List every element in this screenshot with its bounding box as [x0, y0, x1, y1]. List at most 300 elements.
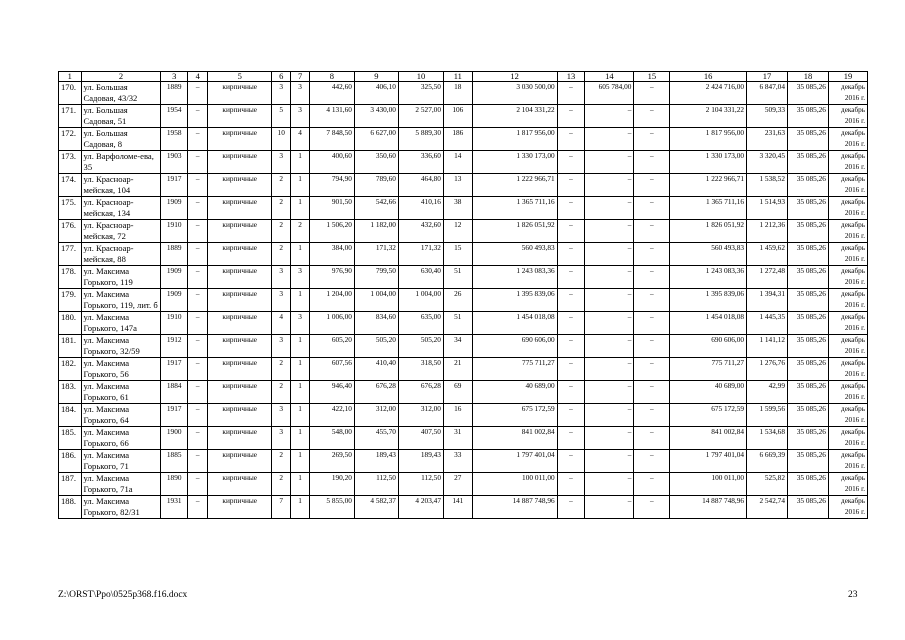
cost-cell: 3 030 500,00	[472, 82, 557, 105]
area-cell: 336,60	[398, 151, 443, 174]
col16-cell: 1 826 051,92	[670, 220, 747, 243]
date-cell: декабрь 2016 г.	[828, 174, 867, 197]
col15-cell: –	[634, 220, 670, 243]
col14-cell: –	[585, 289, 634, 312]
date-cell: декабрь 2016 г.	[828, 105, 867, 128]
material-cell: кирпичные	[208, 151, 271, 174]
col-header: 17	[747, 72, 788, 82]
col13-cell: –	[557, 312, 585, 335]
residents-cell: 51	[443, 312, 472, 335]
date-cell: декабрь 2016 г.	[828, 404, 867, 427]
page-number: 23	[848, 590, 858, 600]
floors-cell: 3	[271, 266, 290, 289]
col14-cell: –	[585, 496, 634, 519]
col17-cell: 2 542,74	[747, 496, 788, 519]
col4-cell: –	[188, 151, 208, 174]
col17-cell: 1 272,48	[747, 266, 788, 289]
col14-cell: –	[585, 151, 634, 174]
address-cell: ул. Красноар-мейская, 72	[81, 220, 161, 243]
entrances-cell: 1	[291, 151, 309, 174]
col15-cell: –	[634, 243, 670, 266]
residents-cell: 69	[443, 381, 472, 404]
col17-cell: 525,82	[747, 473, 788, 496]
col13-cell: –	[557, 266, 585, 289]
address-cell: ул. Максима Горького, 82/31	[81, 496, 161, 519]
material-cell: кирпичные	[208, 174, 271, 197]
total-area-cell: 1 506,20	[309, 220, 354, 243]
entrances-cell: 1	[291, 404, 309, 427]
total-area-cell: 422,10	[309, 404, 354, 427]
address-cell: ул. Максима Горького, 66	[81, 427, 161, 450]
address-cell: ул. Красноар-мейская, 104	[81, 174, 161, 197]
col16-cell: 841 002,84	[670, 427, 747, 450]
col18-cell: 35 085,26	[787, 381, 828, 404]
cost-cell: 1 454 018,08	[472, 312, 557, 335]
floors-cell: 2	[271, 197, 290, 220]
entrances-cell: 3	[291, 312, 309, 335]
col-header: 4	[188, 72, 208, 82]
material-cell: кирпичные	[208, 404, 271, 427]
date-cell: декабрь 2016 г.	[828, 358, 867, 381]
material-cell: кирпичные	[208, 496, 271, 519]
col13-cell: –	[557, 197, 585, 220]
date-cell: декабрь 2016 г.	[828, 220, 867, 243]
row-number: 186.	[59, 450, 82, 473]
entrances-cell: 4	[291, 128, 309, 151]
material-cell: кирпичные	[208, 197, 271, 220]
col4-cell: –	[188, 450, 208, 473]
col-header: 11	[443, 72, 472, 82]
material-cell: кирпичные	[208, 243, 271, 266]
living-area-cell: 789,60	[354, 174, 398, 197]
year-cell: 1958	[161, 128, 188, 151]
col18-cell: 35 085,26	[787, 266, 828, 289]
col13-cell: –	[557, 496, 585, 519]
col16-cell: 1 222 966,71	[670, 174, 747, 197]
row-number: 176.	[59, 220, 82, 243]
row-number: 170.	[59, 82, 82, 105]
col17-cell: 1 599,56	[747, 404, 788, 427]
cost-cell: 1 817 956,00	[472, 128, 557, 151]
living-area-cell: 112,50	[354, 473, 398, 496]
living-area-cell: 350,60	[354, 151, 398, 174]
table-row	[59, 496, 868, 519]
housing-registry-table	[58, 71, 868, 519]
col14-cell: –	[585, 473, 634, 496]
year-cell: 1912	[161, 335, 188, 358]
row-number: 184.	[59, 404, 82, 427]
material-cell: кирпичные	[208, 266, 271, 289]
date-cell: декабрь 2016 г.	[828, 128, 867, 151]
floors-cell: 2	[271, 450, 290, 473]
col4-cell: –	[188, 289, 208, 312]
floors-cell: 3	[271, 404, 290, 427]
residents-cell: 14	[443, 151, 472, 174]
total-area-cell: 269,50	[309, 450, 354, 473]
residents-cell: 15	[443, 243, 472, 266]
table-row	[59, 289, 868, 312]
col-header: 6	[271, 72, 290, 82]
address-cell: ул. Максима Горького, 71а	[81, 473, 161, 496]
year-cell: 1910	[161, 312, 188, 335]
address-cell: ул. Варфоломе-ева, 35	[81, 151, 161, 174]
area-cell: 112,50	[398, 473, 443, 496]
year-cell: 1917	[161, 174, 188, 197]
entrances-cell: 1	[291, 335, 309, 358]
col13-cell: –	[557, 473, 585, 496]
living-area-cell: 799,50	[354, 266, 398, 289]
table-row	[59, 105, 868, 128]
document-file-path: Z:\ORST\Ppo\0525p368.f16.docx	[58, 590, 188, 600]
col14-cell: –	[585, 128, 634, 151]
date-cell: декабрь 2016 г.	[828, 151, 867, 174]
year-cell: 1890	[161, 473, 188, 496]
address-cell: ул. Максима Горького, 64	[81, 404, 161, 427]
col-header: 8	[309, 72, 354, 82]
total-area-cell: 190,20	[309, 473, 354, 496]
living-area-cell: 189,43	[354, 450, 398, 473]
cost-cell: 675 172,59	[472, 404, 557, 427]
col14-cell: –	[585, 358, 634, 381]
material-cell: кирпичные	[208, 289, 271, 312]
address-cell: ул. Большая Садовая, 43/32	[81, 82, 161, 105]
col-header: 12	[472, 72, 557, 82]
material-cell: кирпичные	[208, 427, 271, 450]
address-cell: ул. Максима Горького, 32/59	[81, 335, 161, 358]
total-area-cell: 400,60	[309, 151, 354, 174]
col17-cell: 1 459,62	[747, 243, 788, 266]
address-cell: ул. Максима Горького, 147а	[81, 312, 161, 335]
col4-cell: –	[188, 312, 208, 335]
living-area-cell: 406,10	[354, 82, 398, 105]
row-number: 188.	[59, 496, 82, 519]
area-cell: 318,50	[398, 358, 443, 381]
col15-cell: –	[634, 105, 670, 128]
date-cell: декабрь 2016 г.	[828, 243, 867, 266]
living-area-cell: 676,28	[354, 381, 398, 404]
col16-cell: 1 395 839,06	[670, 289, 747, 312]
col15-cell: –	[634, 427, 670, 450]
col18-cell: 35 085,26	[787, 128, 828, 151]
floors-cell: 3	[271, 82, 290, 105]
col14-cell: –	[585, 266, 634, 289]
col16-cell: 2 424 716,00	[670, 82, 747, 105]
cost-cell: 2 104 331,22	[472, 105, 557, 128]
col-header: 10	[398, 72, 443, 82]
entrances-cell: 3	[291, 266, 309, 289]
col13-cell: –	[557, 358, 585, 381]
table-row	[59, 243, 868, 266]
col16-cell: 560 493,83	[670, 243, 747, 266]
table-row	[59, 82, 868, 105]
col13-cell: –	[557, 82, 585, 105]
floors-cell: 2	[271, 174, 290, 197]
date-cell: декабрь 2016 г.	[828, 381, 867, 404]
col17-cell: 6 847,04	[747, 82, 788, 105]
area-cell: 410,16	[398, 197, 443, 220]
year-cell: 1917	[161, 358, 188, 381]
col4-cell: –	[188, 82, 208, 105]
col15-cell: –	[634, 151, 670, 174]
address-cell: ул. Максима Горького, 56	[81, 358, 161, 381]
col17-cell: 1 538,52	[747, 174, 788, 197]
total-area-cell: 1 204,00	[309, 289, 354, 312]
material-cell: кирпичные	[208, 220, 271, 243]
residents-cell: 38	[443, 197, 472, 220]
floors-cell: 2	[271, 243, 290, 266]
table-row	[59, 128, 868, 151]
col18-cell: 35 085,26	[787, 197, 828, 220]
col15-cell: –	[634, 358, 670, 381]
col17-cell: 3 320,45	[747, 151, 788, 174]
col13-cell: –	[557, 243, 585, 266]
col16-cell: 775 711,27	[670, 358, 747, 381]
floors-cell: 4	[271, 312, 290, 335]
residents-cell: 106	[443, 105, 472, 128]
row-number: 173.	[59, 151, 82, 174]
table-row	[59, 404, 868, 427]
col13-cell: –	[557, 174, 585, 197]
material-cell: кирпичные	[208, 335, 271, 358]
col17-cell: 1 534,68	[747, 427, 788, 450]
year-cell: 1900	[161, 427, 188, 450]
col4-cell: –	[188, 266, 208, 289]
date-cell: декабрь 2016 г.	[828, 197, 867, 220]
address-cell: ул. Максима Горького, 119, лит. б	[81, 289, 161, 312]
col17-cell: 1 212,36	[747, 220, 788, 243]
floors-cell: 5	[271, 105, 290, 128]
row-number: 187.	[59, 473, 82, 496]
col15-cell: –	[634, 128, 670, 151]
col18-cell: 35 085,26	[787, 243, 828, 266]
col-header: 18	[787, 72, 828, 82]
col18-cell: 35 085,26	[787, 358, 828, 381]
cost-cell: 40 689,00	[472, 381, 557, 404]
row-number: 172.	[59, 128, 82, 151]
col14-cell: –	[585, 220, 634, 243]
col4-cell: –	[188, 473, 208, 496]
col13-cell: –	[557, 128, 585, 151]
col13-cell: –	[557, 381, 585, 404]
col14-cell: –	[585, 404, 634, 427]
col15-cell: –	[634, 174, 670, 197]
table-row	[59, 427, 868, 450]
table-row	[59, 473, 868, 496]
residents-cell: 186	[443, 128, 472, 151]
date-cell: декабрь 2016 г.	[828, 335, 867, 358]
col-header: 9	[354, 72, 398, 82]
col13-cell: –	[557, 105, 585, 128]
living-area-cell: 1 004,00	[354, 289, 398, 312]
address-cell: ул. Максима Горького, 61	[81, 381, 161, 404]
table-row	[59, 381, 868, 404]
col18-cell: 35 085,26	[787, 335, 828, 358]
row-number: 181.	[59, 335, 82, 358]
entrances-cell: 3	[291, 105, 309, 128]
address-cell: ул. Максима Горького, 119	[81, 266, 161, 289]
entrances-cell: 1	[291, 243, 309, 266]
col18-cell: 35 085,26	[787, 289, 828, 312]
column-number-row	[59, 72, 868, 82]
col4-cell: –	[188, 197, 208, 220]
living-area-cell: 410,40	[354, 358, 398, 381]
material-cell: кирпичные	[208, 473, 271, 496]
col18-cell: 35 085,26	[787, 473, 828, 496]
col16-cell: 690 606,00	[670, 335, 747, 358]
living-area-cell: 171,32	[354, 243, 398, 266]
table-row	[59, 312, 868, 335]
area-cell: 2 527,00	[398, 105, 443, 128]
cost-cell: 100 011,00	[472, 473, 557, 496]
cost-cell: 1 826 051,92	[472, 220, 557, 243]
col16-cell: 1 365 711,16	[670, 197, 747, 220]
floors-cell: 10	[271, 128, 290, 151]
col13-cell: –	[557, 427, 585, 450]
row-number: 177.	[59, 243, 82, 266]
area-cell: 171,32	[398, 243, 443, 266]
cost-cell: 1 395 839,06	[472, 289, 557, 312]
floors-cell: 3	[271, 151, 290, 174]
col17-cell: 1 276,76	[747, 358, 788, 381]
col-header: 14	[585, 72, 634, 82]
material-cell: кирпичные	[208, 105, 271, 128]
entrances-cell: 1	[291, 174, 309, 197]
col13-cell: –	[557, 289, 585, 312]
col18-cell: 35 085,26	[787, 404, 828, 427]
cost-cell: 1 365 711,16	[472, 197, 557, 220]
living-area-cell: 1 182,00	[354, 220, 398, 243]
cost-cell: 1 243 083,36	[472, 266, 557, 289]
col18-cell: 35 085,26	[787, 105, 828, 128]
col13-cell: –	[557, 151, 585, 174]
col17-cell: 509,33	[747, 105, 788, 128]
col4-cell: –	[188, 128, 208, 151]
col15-cell: –	[634, 381, 670, 404]
col17-cell: 231,63	[747, 128, 788, 151]
col17-cell: 1 141,12	[747, 335, 788, 358]
col17-cell: 1 514,93	[747, 197, 788, 220]
col4-cell: –	[188, 427, 208, 450]
year-cell: 1885	[161, 450, 188, 473]
col18-cell: 35 085,26	[787, 312, 828, 335]
area-cell: 464,80	[398, 174, 443, 197]
year-cell: 1909	[161, 197, 188, 220]
living-area-cell: 542,66	[354, 197, 398, 220]
col-header: 7	[291, 72, 309, 82]
address-cell: ул. Большая Садовая, 8	[81, 128, 161, 151]
year-cell: 1909	[161, 266, 188, 289]
date-cell: декабрь 2016 г.	[828, 427, 867, 450]
col15-cell: –	[634, 289, 670, 312]
col15-cell: –	[634, 496, 670, 519]
date-cell: декабрь 2016 г.	[828, 496, 867, 519]
residents-cell: 16	[443, 404, 472, 427]
col13-cell: –	[557, 335, 585, 358]
col-header: 16	[670, 72, 747, 82]
entrances-cell: 1	[291, 450, 309, 473]
row-number: 171.	[59, 105, 82, 128]
total-area-cell: 901,50	[309, 197, 354, 220]
floors-cell: 3	[271, 427, 290, 450]
col17-cell: 6 669,39	[747, 450, 788, 473]
total-area-cell: 5 855,00	[309, 496, 354, 519]
col14-cell: 605 784,00	[585, 82, 634, 105]
living-area-cell: 455,70	[354, 427, 398, 450]
cost-cell: 560 493,83	[472, 243, 557, 266]
col-header: 1	[59, 72, 82, 82]
total-area-cell: 605,20	[309, 335, 354, 358]
area-cell: 189,43	[398, 450, 443, 473]
material-cell: кирпичные	[208, 82, 271, 105]
col4-cell: –	[188, 220, 208, 243]
col16-cell: 675 172,59	[670, 404, 747, 427]
col13-cell: –	[557, 450, 585, 473]
cost-cell: 841 002,84	[472, 427, 557, 450]
col16-cell: 1 330 173,00	[670, 151, 747, 174]
residents-cell: 21	[443, 358, 472, 381]
residents-cell: 34	[443, 335, 472, 358]
col14-cell: –	[585, 312, 634, 335]
col-header: 2	[81, 72, 161, 82]
row-number: 178.	[59, 266, 82, 289]
residents-cell: 18	[443, 82, 472, 105]
col4-cell: –	[188, 358, 208, 381]
floors-cell: 7	[271, 496, 290, 519]
area-cell: 676,28	[398, 381, 443, 404]
residents-cell: 33	[443, 450, 472, 473]
row-number: 175.	[59, 197, 82, 220]
residents-cell: 26	[443, 289, 472, 312]
living-area-cell: 834,60	[354, 312, 398, 335]
table-row	[59, 450, 868, 473]
year-cell: 1903	[161, 151, 188, 174]
material-cell: кирпичные	[208, 381, 271, 404]
entrances-cell: 1	[291, 289, 309, 312]
year-cell: 1954	[161, 105, 188, 128]
date-cell: декабрь 2016 г.	[828, 450, 867, 473]
total-area-cell: 442,60	[309, 82, 354, 105]
area-cell: 635,00	[398, 312, 443, 335]
table-row	[59, 335, 868, 358]
floors-cell: 2	[271, 220, 290, 243]
col14-cell: –	[585, 381, 634, 404]
col17-cell: 42,99	[747, 381, 788, 404]
col15-cell: –	[634, 473, 670, 496]
col4-cell: –	[188, 105, 208, 128]
area-cell: 325,50	[398, 82, 443, 105]
material-cell: кирпичные	[208, 358, 271, 381]
cost-cell: 690 606,00	[472, 335, 557, 358]
residents-cell: 27	[443, 473, 472, 496]
col16-cell: 14 887 748,96	[670, 496, 747, 519]
entrances-cell: 1	[291, 427, 309, 450]
cost-cell: 1 330 173,00	[472, 151, 557, 174]
col14-cell: –	[585, 335, 634, 358]
col16-cell: 1 243 083,36	[670, 266, 747, 289]
total-area-cell: 607,56	[309, 358, 354, 381]
residents-cell: 12	[443, 220, 472, 243]
date-cell: декабрь 2016 г.	[828, 266, 867, 289]
entrances-cell: 1	[291, 381, 309, 404]
year-cell: 1909	[161, 289, 188, 312]
total-area-cell: 946,40	[309, 381, 354, 404]
living-area-cell: 505,20	[354, 335, 398, 358]
col13-cell: –	[557, 404, 585, 427]
col4-cell: –	[188, 174, 208, 197]
year-cell: 1910	[161, 220, 188, 243]
col15-cell: –	[634, 335, 670, 358]
col16-cell: 1 797 401,04	[670, 450, 747, 473]
